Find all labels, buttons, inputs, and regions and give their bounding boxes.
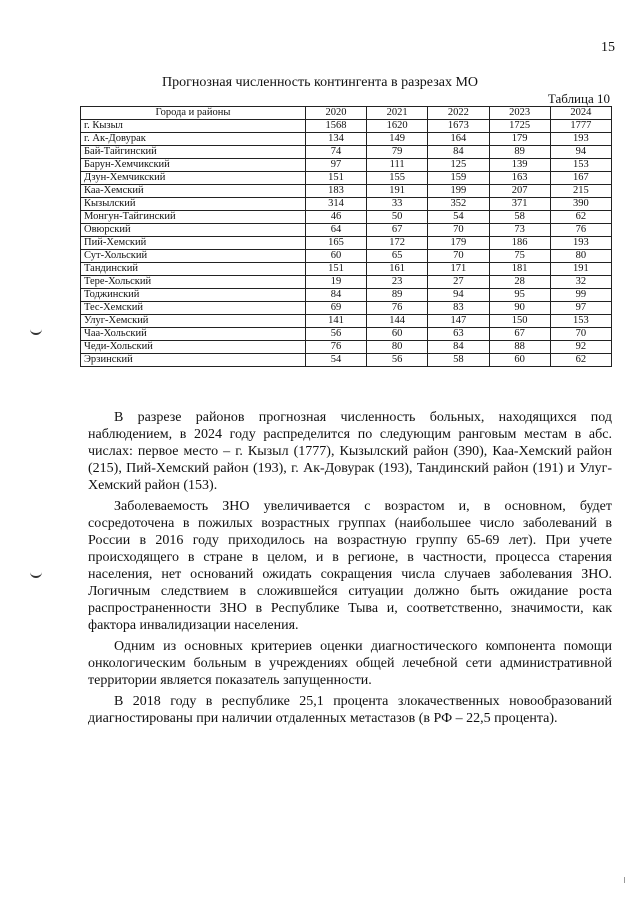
cell-value-2023: 75	[489, 250, 550, 263]
cell-district-name: Каа-Хемский	[81, 185, 306, 198]
table-row	[81, 289, 612, 302]
cell-value-2023: 73	[489, 224, 550, 237]
cell-value-2020: 97	[305, 159, 366, 172]
cell-value-2021: 67	[367, 224, 428, 237]
cell-value-2021: 33	[367, 198, 428, 211]
cell-value-2021: 80	[367, 341, 428, 354]
cell-value-2021: 56	[367, 354, 428, 367]
table-row	[81, 302, 612, 315]
corner-scan-mark	[624, 877, 629, 883]
cell-district-name: Улуг-Хемский	[81, 315, 306, 328]
table-row	[81, 172, 612, 185]
cell-value-2023: 28	[489, 276, 550, 289]
cell-value-2021: 144	[367, 315, 428, 328]
cell-district-name: Тандинский	[81, 263, 306, 276]
cell-value-2023: 207	[489, 185, 550, 198]
cell-value-2023: 163	[489, 172, 550, 185]
cell-value-2023: 95	[489, 289, 550, 302]
cell-value-2021: 191	[367, 185, 428, 198]
cell-value-2020: 1568	[305, 120, 366, 133]
cell-value-2022: 1673	[428, 120, 489, 133]
cell-district-name: Тес-Хемский	[81, 302, 306, 315]
cell-value-2024: 70	[550, 328, 611, 341]
cell-value-2022: 94	[428, 289, 489, 302]
cell-district-name: г. Ак-Довурак	[81, 133, 306, 146]
cell-value-2021: 172	[367, 237, 428, 250]
cell-value-2020: 76	[305, 341, 366, 354]
cell-value-2021: 79	[367, 146, 428, 159]
cell-value-2020: 60	[305, 250, 366, 263]
cell-district-name: Барун-Хемчикский	[81, 159, 306, 172]
header-year-2022: 2022	[428, 107, 489, 120]
cell-value-2020: 134	[305, 133, 366, 146]
header-year-2020: 2020	[305, 107, 366, 120]
paragraph-4: В 2018 году в республике 25,1 процента злокачественных новообразований диагностированы при наличии отдаленных метастазов (в РФ – 22,5 процента).	[88, 694, 612, 726]
cell-district-name: Бай-Тайгинский	[81, 146, 306, 159]
cell-value-2023: 67	[489, 328, 550, 341]
cell-district-name: Сут-Хольский	[81, 250, 306, 263]
table-row	[81, 120, 612, 133]
table-row	[81, 237, 612, 250]
cell-district-name: Пий-Хемский	[81, 237, 306, 250]
cell-value-2024: 167	[550, 172, 611, 185]
table-row	[81, 263, 612, 276]
margin-check-mark-icon	[30, 328, 42, 335]
cell-value-2021: 161	[367, 263, 428, 276]
cell-value-2023: 88	[489, 341, 550, 354]
cell-value-2021: 65	[367, 250, 428, 263]
page-number: 15	[601, 40, 615, 55]
cell-district-name: г. Кызыл	[81, 120, 306, 133]
cell-value-2022: 84	[428, 146, 489, 159]
cell-value-2023: 1725	[489, 120, 550, 133]
cell-value-2024: 153	[550, 159, 611, 172]
table-body	[81, 120, 612, 367]
cell-value-2024: 153	[550, 315, 611, 328]
cell-value-2022: 352	[428, 198, 489, 211]
cell-value-2021: 23	[367, 276, 428, 289]
forecast-table	[80, 106, 612, 367]
cell-value-2020: 151	[305, 172, 366, 185]
cell-value-2022: 164	[428, 133, 489, 146]
table-row	[81, 198, 612, 211]
cell-value-2022: 171	[428, 263, 489, 276]
cell-value-2021: 155	[367, 172, 428, 185]
cell-value-2022: 179	[428, 237, 489, 250]
cell-value-2023: 58	[489, 211, 550, 224]
table-row	[81, 341, 612, 354]
cell-district-name: Монгун-Тайгинский	[81, 211, 306, 224]
cell-value-2020: 183	[305, 185, 366, 198]
cell-value-2021: 50	[367, 211, 428, 224]
cell-value-2024: 92	[550, 341, 611, 354]
cell-district-name: Чеди-Хольский	[81, 341, 306, 354]
cell-value-2022: 199	[428, 185, 489, 198]
body-text	[88, 409, 612, 731]
cell-value-2020: 151	[305, 263, 366, 276]
table-row	[81, 211, 612, 224]
cell-value-2022: 27	[428, 276, 489, 289]
cell-value-2022: 63	[428, 328, 489, 341]
table-row	[81, 354, 612, 367]
cell-value-2022: 84	[428, 341, 489, 354]
cell-value-2024: 62	[550, 354, 611, 367]
cell-value-2021: 60	[367, 328, 428, 341]
cell-value-2021: 149	[367, 133, 428, 146]
table-row	[81, 185, 612, 198]
cell-value-2024: 215	[550, 185, 611, 198]
cell-value-2024: 193	[550, 237, 611, 250]
paragraph-2: Заболеваемость ЗНО увеличивается с возрастом и, в основном, будет сосредоточена в пожилых возрастных группах (наибольшее число заболеваний в России в 2016 году приходилось на возрастную группу 65-69 лет). При учете происходящего в стране в целом, и в регионе, в частности, процесса старения населения, нет оснований ожидать сокращения числа случаев заболевания ЗНО. Логичным следствием в сложившейся ситуации должно быть ожидание роста распространенности ЗНО в Республике Тыва и, соответственно, значимости, как фактора инвалидизации населения.	[88, 499, 612, 633]
cell-value-2022: 83	[428, 302, 489, 315]
cell-district-name: Чаа-Хольский	[81, 328, 306, 341]
cell-value-2022: 70	[428, 224, 489, 237]
paragraph-3: Одним из основных критериев оценки диагностического компонента помощи онкологическим больным в учреждениях общей лечебной сети административной территории является показатель запущенности.	[88, 639, 612, 688]
cell-value-2023: 139	[489, 159, 550, 172]
cell-value-2020: 19	[305, 276, 366, 289]
cell-value-2023: 179	[489, 133, 550, 146]
cell-value-2024: 99	[550, 289, 611, 302]
cell-value-2024: 32	[550, 276, 611, 289]
cell-value-2020: 141	[305, 315, 366, 328]
cell-district-name: Тере-Хольский	[81, 276, 306, 289]
table-title: Прогнозная численность контингента в разрезах МО	[161, 75, 478, 90]
cell-value-2021: 89	[367, 289, 428, 302]
cell-value-2023: 186	[489, 237, 550, 250]
table-row	[81, 328, 612, 341]
table-row	[81, 276, 612, 289]
cell-value-2022: 125	[428, 159, 489, 172]
cell-district-name: Дзун-Хемчикский	[81, 172, 306, 185]
table-header-row	[81, 107, 612, 120]
cell-value-2020: 56	[305, 328, 366, 341]
cell-value-2020: 165	[305, 237, 366, 250]
table-label: Таблица 10	[547, 91, 610, 106]
cell-value-2020: 64	[305, 224, 366, 237]
table-row	[81, 250, 612, 263]
header-year-2021: 2021	[367, 107, 428, 120]
paragraph-1: В разрезе районов прогнозная численность больных, находящихся под наблюдением, в 2024 году распределится по следующим ранговым местам в абс. числах: первое место – г. Кызыл (1777), Кызылский район (390), Каа-Хемский район (215), Пий-Хемский район (193), г. Ак-Довурак (193), Тандинский район (191) и Улуг-Хемский район (153).	[88, 410, 612, 493]
cell-value-2024: 193	[550, 133, 611, 146]
table-row	[81, 315, 612, 328]
cell-district-name: Овюрский	[81, 224, 306, 237]
header-year-2024: 2024	[550, 107, 611, 120]
cell-value-2022: 147	[428, 315, 489, 328]
cell-value-2020: 69	[305, 302, 366, 315]
cell-value-2022: 58	[428, 354, 489, 367]
cell-value-2023: 90	[489, 302, 550, 315]
cell-district-name: Эрзинский	[81, 354, 306, 367]
cell-value-2024: 390	[550, 198, 611, 211]
table-row	[81, 224, 612, 237]
cell-value-2023: 89	[489, 146, 550, 159]
header-cities-districts: Города и районы	[81, 107, 306, 120]
cell-value-2024: 62	[550, 211, 611, 224]
cell-value-2021: 76	[367, 302, 428, 315]
cell-value-2020: 54	[305, 354, 366, 367]
cell-value-2021: 111	[367, 159, 428, 172]
table-row	[81, 159, 612, 172]
cell-value-2020: 314	[305, 198, 366, 211]
cell-value-2021: 1620	[367, 120, 428, 133]
cell-value-2024: 97	[550, 302, 611, 315]
cell-value-2020: 84	[305, 289, 366, 302]
cell-value-2023: 150	[489, 315, 550, 328]
cell-value-2022: 159	[428, 172, 489, 185]
cell-value-2022: 54	[428, 211, 489, 224]
margin-check-mark-icon	[30, 571, 42, 578]
cell-district-name: Кызылский	[81, 198, 306, 211]
cell-district-name: Тоджинский	[81, 289, 306, 302]
cell-value-2024: 94	[550, 146, 611, 159]
header-year-2023: 2023	[489, 107, 550, 120]
cell-value-2023: 181	[489, 263, 550, 276]
cell-value-2024: 1777	[550, 120, 611, 133]
cell-value-2020: 74	[305, 146, 366, 159]
cell-value-2023: 371	[489, 198, 550, 211]
cell-value-2023: 60	[489, 354, 550, 367]
cell-value-2022: 70	[428, 250, 489, 263]
table-row	[81, 133, 612, 146]
cell-value-2024: 76	[550, 224, 611, 237]
cell-value-2024: 80	[550, 250, 611, 263]
table-row	[81, 146, 612, 159]
cell-value-2020: 46	[305, 211, 366, 224]
cell-value-2024: 191	[550, 263, 611, 276]
